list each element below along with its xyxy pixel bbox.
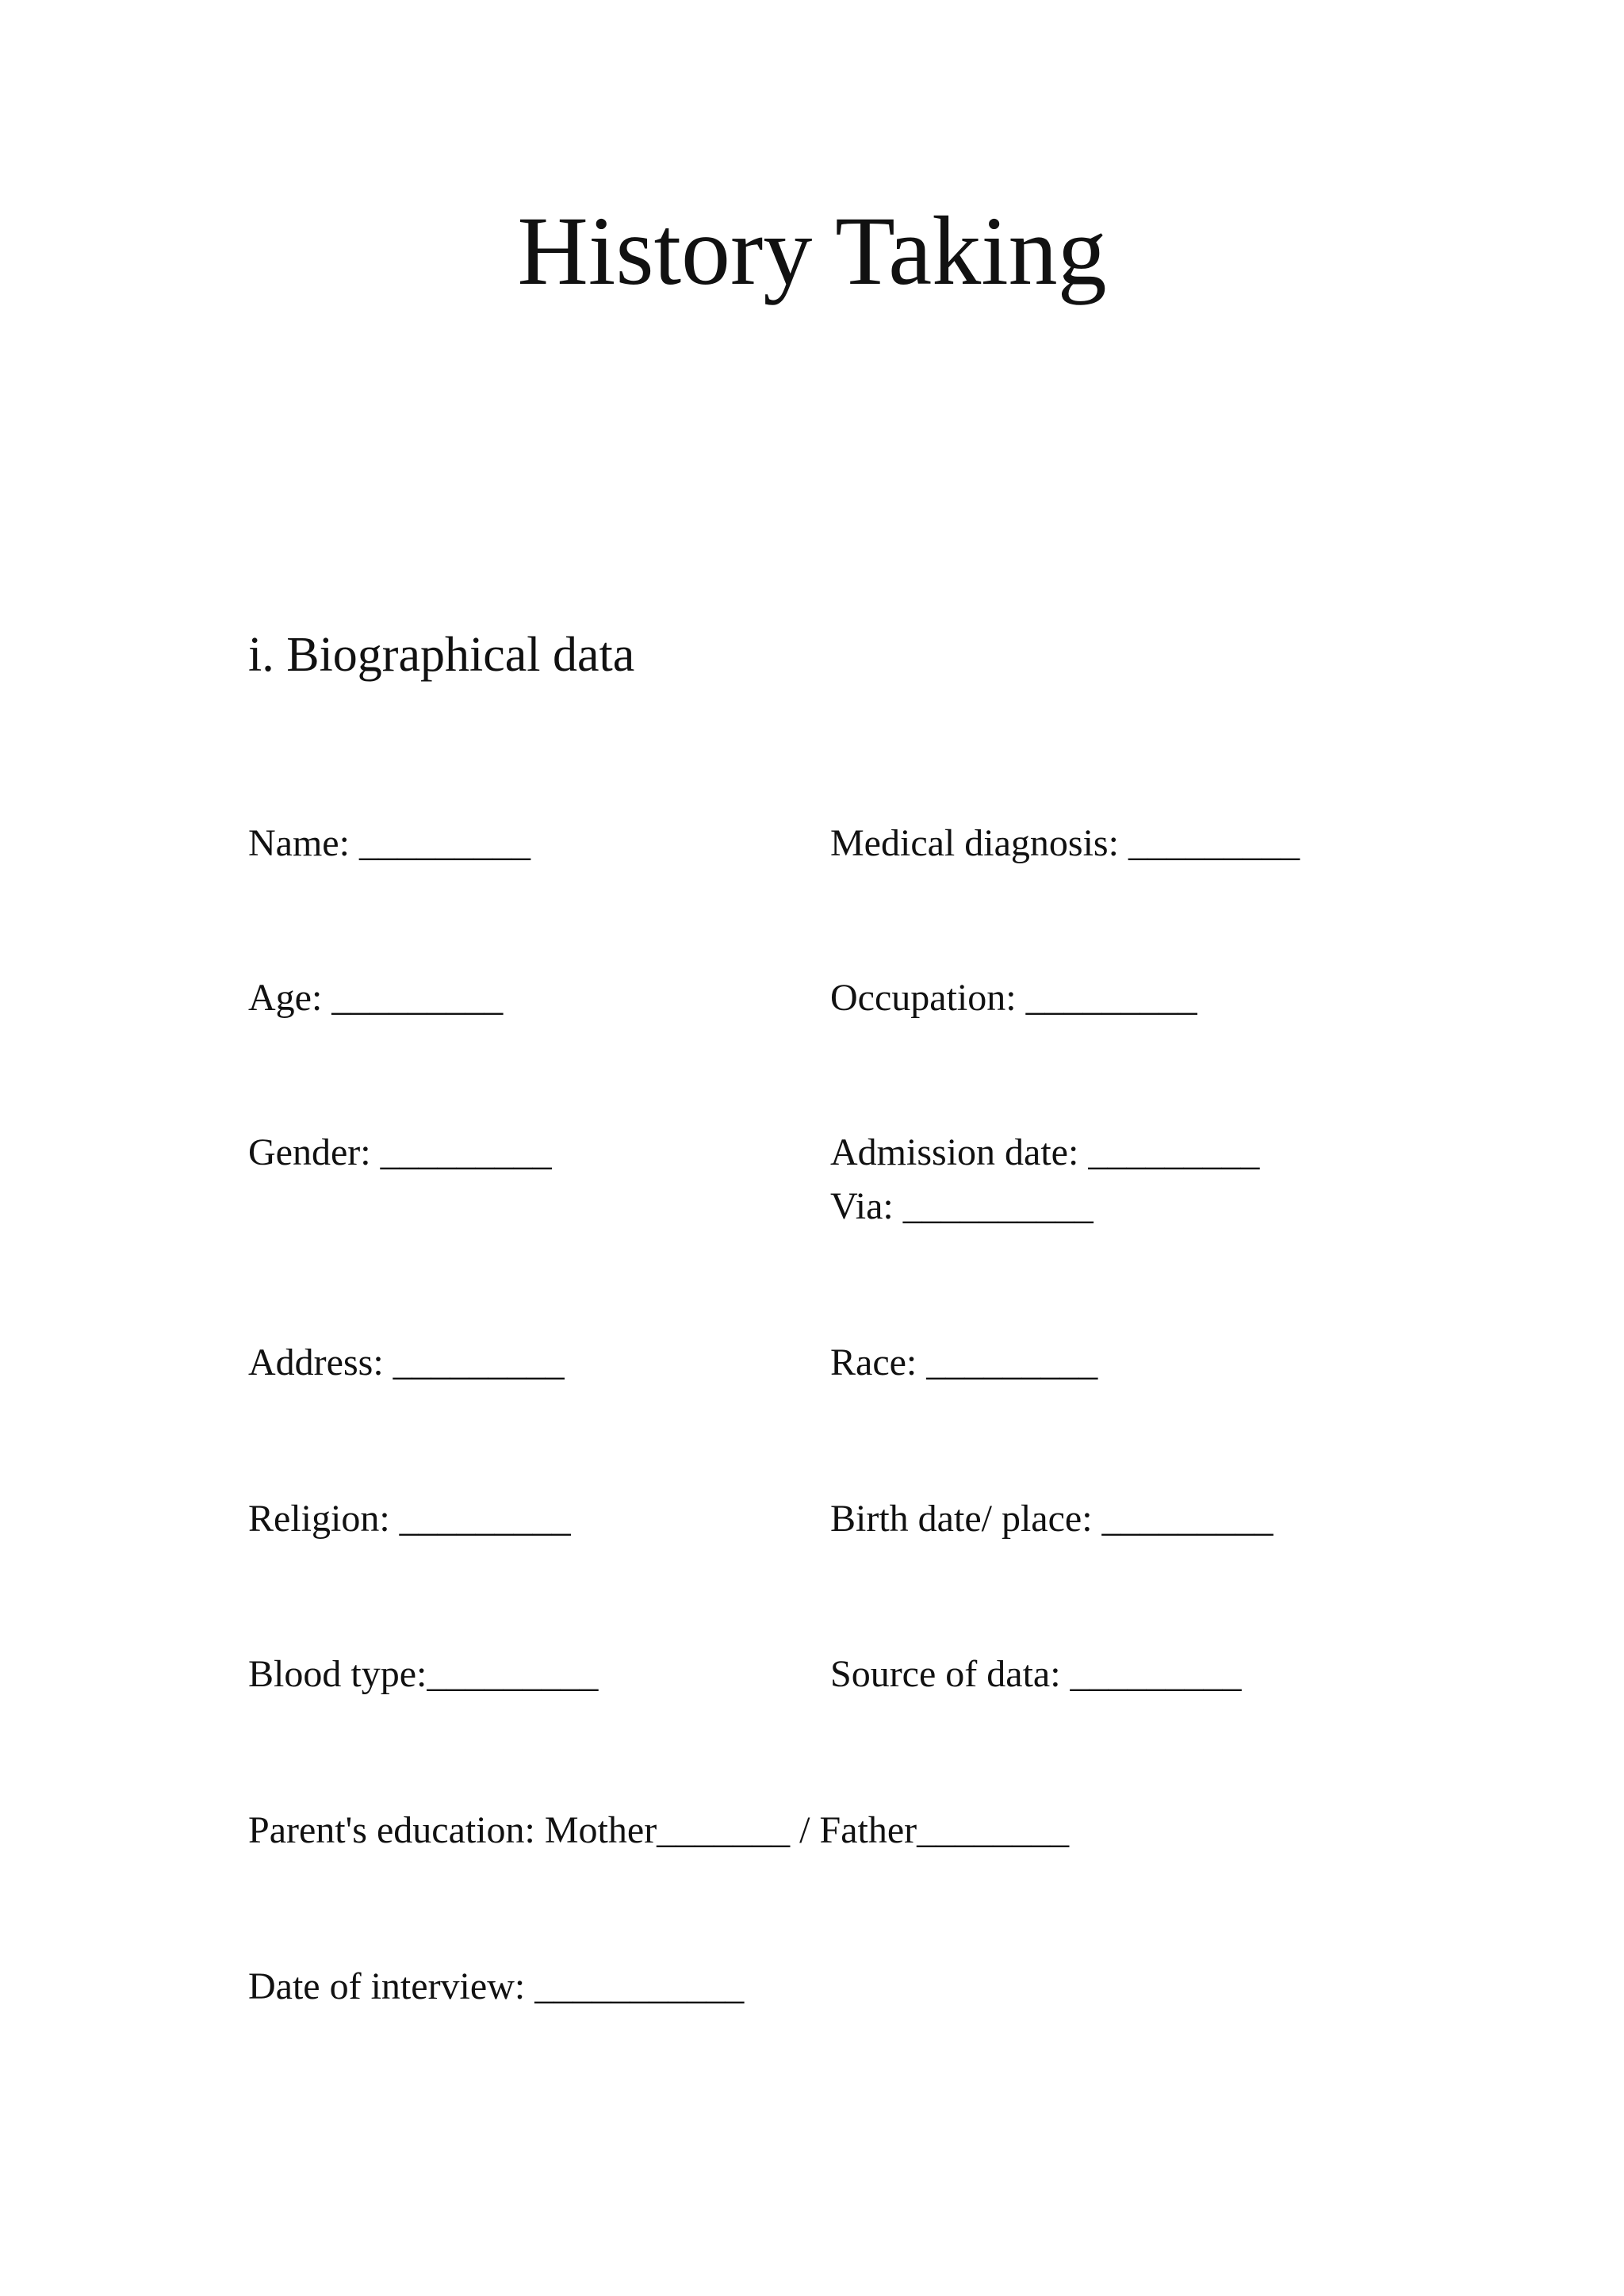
field-name: Name: _________ (248, 822, 530, 864)
field-parents-education: Parent's education: Mother_______ / Father________ (248, 1809, 1070, 1851)
field-via: Via: __________ (830, 1185, 1094, 1227)
field-date-of-interview: Date of interview: ___________ (248, 1965, 745, 2007)
field-age: Age: _________ (248, 977, 504, 1019)
field-admission-date: Admission date: _________ (830, 1131, 1260, 1173)
field-gender: Gender: _________ (248, 1131, 552, 1173)
field-birth-date-place: Birth date/ place: _________ (830, 1498, 1274, 1540)
field-occupation: Occupation: _________ (830, 977, 1197, 1019)
page-title: History Taking (517, 197, 1107, 305)
field-medical-diagnosis: Medical diagnosis: _________ (830, 822, 1300, 864)
section-heading-biographical-data: i. Biographical data (248, 628, 635, 682)
field-address: Address: _________ (248, 1341, 565, 1383)
field-source-of-data: Source of data: _________ (830, 1653, 1242, 1695)
field-religion: Religion: _________ (248, 1498, 571, 1540)
field-race: Race: _________ (830, 1341, 1098, 1383)
field-blood-type: Blood type:_________ (248, 1653, 599, 1695)
